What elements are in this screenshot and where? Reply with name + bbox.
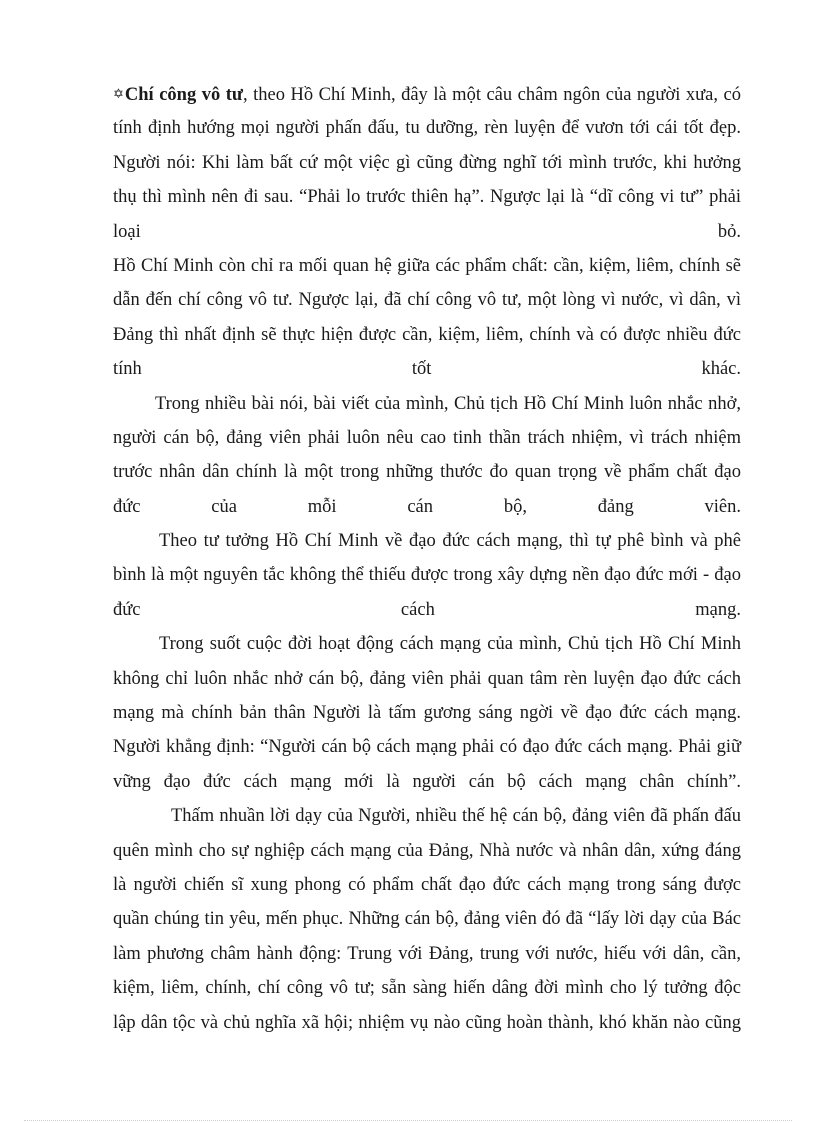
text-line: tính định hướng mọi người phấn đấu, tu dưỡng, rèn luyện để vươn tới cái tốt đẹp.	[113, 118, 741, 139]
text-line: loại bỏ.	[113, 221, 741, 242]
text-line: bình là một nguyên tắc không thể thiếu được trong xây dựng nền đạo đức mới - đạo	[113, 565, 741, 586]
text-line: Trong suốt cuộc đời hoạt động cách mạng của mình, Chủ tịch Hồ Chí Minh	[159, 634, 741, 655]
star-of-david-icon: ✡	[113, 86, 124, 101]
text-line: làm phương châm hành động: Trung với Đảng, trung với nước, hiếu với dân, cần,	[113, 943, 741, 964]
text-line: người cán bộ, đảng viên phải luôn nêu cao tinh thần trách nhiệm, vì trách nhiệm	[113, 427, 741, 448]
text-line	[113, 77, 741, 111]
text-line: vững đạo đức cách mạng mới là người cán bộ cách mạng chân chính”.	[113, 771, 741, 792]
text-line: Đảng thì nhất định sẽ thực hiện được cần, kiệm, liêm, chính và có được nhiều đức	[113, 324, 741, 345]
text-line: dẫn đến chí công vô tư. Ngược lại, đã chí công vô tư, một lòng vì nước, vì dân, vì	[113, 290, 741, 311]
text-line: kiệm, liêm, chính, chí công vô tư; sẵn sàng hiến dâng đời mình cho lý tưởng độc	[113, 978, 741, 999]
text-line: tính tốt khác.	[113, 359, 741, 380]
text-line: không chỉ luôn nhắc nhở cán bộ, đảng viên phải quan tâm rèn luyện đạo đức cách	[113, 668, 741, 689]
text-line: Thấm nhuần lời dạy của Người, nhiều thế hệ cán bộ, đảng viên đã phấn đấu	[171, 806, 741, 827]
text-line: thụ thì mình nên đi sau. “Phải lo trước thiên hạ”. Ngược lại là “dĩ công vi tư” phải	[113, 187, 741, 208]
text-line: là người chiến sĩ xung phong có phẩm chất đạo đức cách mạng trong sáng được	[113, 874, 741, 895]
text-line: mạng mà chính bản thân Người là tấm gương sáng ngời về đạo đức cách mạng.	[113, 703, 741, 724]
text-line: quần chúng tin yêu, mến phục. Những cán bộ, đảng viên đó đã “lấy lời dạy của Bác	[113, 909, 741, 930]
text-line: Trong nhiều bài nói, bài viết của mình, Chủ tịch Hồ Chí Minh luôn nhắc nhở,	[155, 393, 741, 414]
text-line: Người nói: Khi làm bất cứ một việc gì cũng đừng nghĩ tới mình trước, khi hưởng	[113, 152, 741, 173]
text-line: Hồ Chí Minh còn chỉ ra mối quan hệ giữa các phẩm chất: cần, kiệm, liêm, chính sẽ	[113, 255, 741, 276]
text-line: trước nhân dân chính là một trong những thước đo quan trọng về phẩm chất đạo	[113, 462, 741, 483]
text-line: Người khẳng định: “Người cán bộ cách mạng phải có đạo đức cách mạng. Phải giữ	[113, 737, 741, 758]
bold-lead-phrase: Chí công vô tư	[124, 85, 243, 105]
page-bottom-divider	[24, 1120, 792, 1121]
body-text	[113, 77, 741, 1040]
text-line: đức cách mạng.	[113, 599, 741, 620]
text-line: lập dân tộc và chủ nghĩa xã hội; nhiệm vụ nào cũng hoàn thành, khó khăn nào cũng	[113, 1012, 741, 1033]
text-line: đức của mỗi cán bộ, đảng viên.	[113, 496, 741, 517]
text-line: quên mình cho sự nghiệp cách mạng của Đảng, Nhà nước và nhân dân, xứng đáng	[113, 840, 741, 861]
line-text: , theo Hồ Chí Minh, đây là một câu châm ngôn của người xưa, có	[243, 85, 741, 105]
text-line: Theo tư tưởng Hồ Chí Minh về đạo đức cách mạng, thì tự phê bình và phê	[159, 531, 741, 552]
